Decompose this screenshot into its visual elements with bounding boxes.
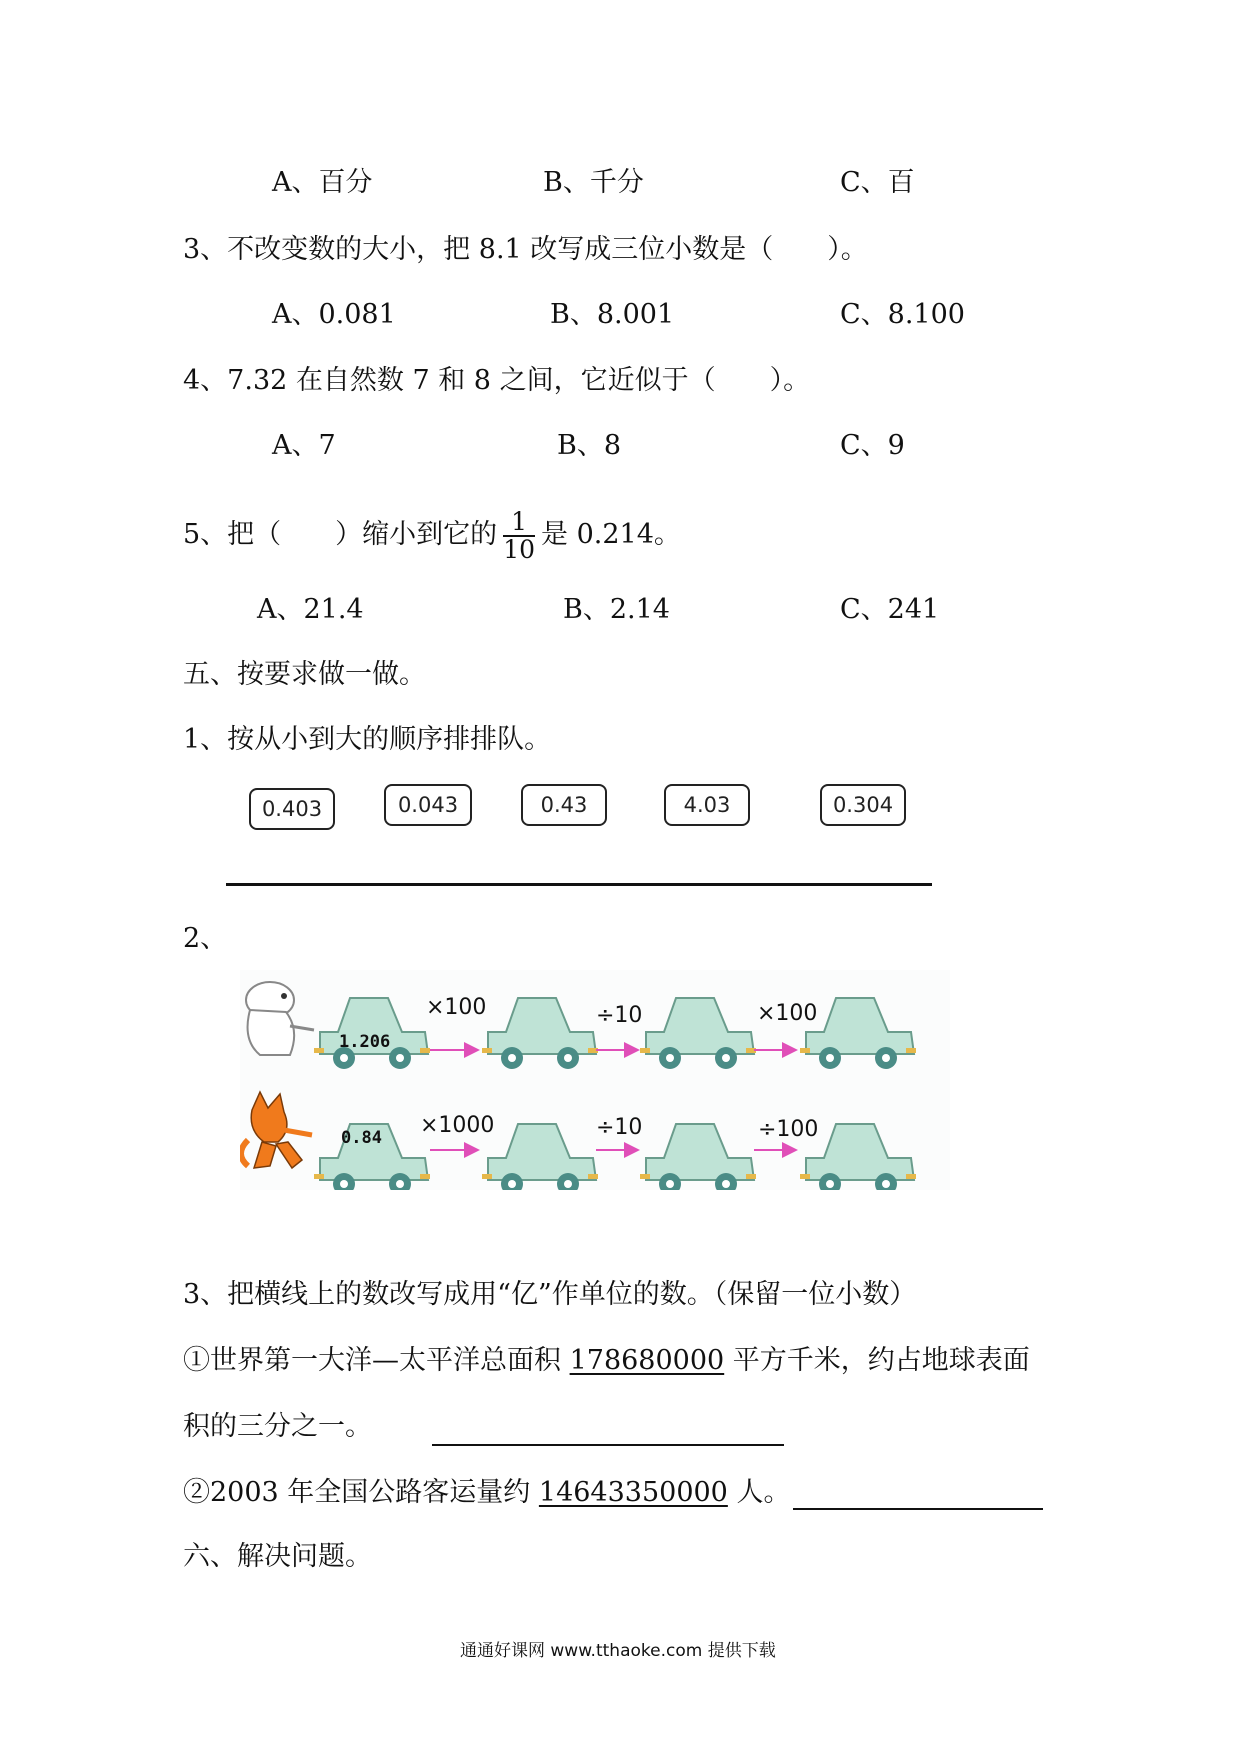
train-figure bbox=[240, 970, 950, 1190]
q3-item1-post: 平方千米，约占地球表面 bbox=[732, 1345, 1030, 1376]
q5-frac-numerator: 1 bbox=[503, 509, 535, 537]
number-card: 4.03 bbox=[664, 784, 750, 826]
section6-title: 六、解决问题。 bbox=[183, 1541, 372, 1572]
order-answer-line[interactable] bbox=[226, 883, 932, 886]
q4-text: 4、7.32 在自然数 7 和 8 之间，它近似于（ ）。 bbox=[183, 365, 811, 396]
q3-item1-answer-line[interactable] bbox=[432, 1444, 784, 1446]
q2-option-c: C、百 bbox=[840, 167, 915, 198]
q3-item2-number: 14643350000 bbox=[538, 1477, 728, 1508]
q5-text bbox=[183, 505, 681, 565]
q3-item2-answer-line[interactable] bbox=[793, 1508, 1043, 1510]
train1-op-0: ×100 bbox=[426, 995, 487, 1020]
q3-rewrite-text: 3、把横线上的数改写成用“亿”作单位的数。（保留一位小数） bbox=[183, 1279, 917, 1310]
q3-item1-pre: ①世界第一大洋—太平洋总面积 bbox=[183, 1345, 561, 1376]
number-card: 0.043 bbox=[384, 784, 472, 826]
q3-text: 3、不改变数的大小，把 8.1 改写成三位小数是（ ）。 bbox=[183, 234, 868, 265]
q3-item1 bbox=[183, 1344, 1030, 1378]
q5-option-c: C、241 bbox=[840, 594, 940, 625]
q5-option-b: B、2.14 bbox=[563, 594, 670, 625]
section5-title: 五、按要求做一做。 bbox=[183, 659, 426, 690]
q4-option-a: A、7 bbox=[272, 430, 336, 461]
q3-item2 bbox=[183, 1476, 790, 1510]
page-footer: 通通好课网 www.tthaoke.com 提供下载 bbox=[460, 1641, 776, 1661]
q4-option-c: C、9 bbox=[840, 430, 905, 461]
q5-fraction bbox=[503, 506, 535, 564]
train2-op-0: ×1000 bbox=[420, 1113, 495, 1138]
q3-item2-pre: ②2003 年全国公路客运量约 bbox=[183, 1477, 531, 1508]
number-card: 0.43 bbox=[521, 784, 607, 826]
q2-option-a: A、百分 bbox=[272, 167, 373, 198]
q2-option-b: B、千分 bbox=[543, 167, 644, 198]
q3-option-c: C、8.100 bbox=[840, 299, 965, 330]
train1-start-value: 1.206 bbox=[339, 1032, 391, 1052]
q3-item2-post: 人。 bbox=[736, 1477, 791, 1508]
q5-option-a: A、21.4 bbox=[257, 594, 364, 625]
train1-op-2: ×100 bbox=[757, 1001, 818, 1026]
train2-op-2: ÷100 bbox=[758, 1117, 819, 1142]
train2-op-1: ÷10 bbox=[596, 1115, 643, 1140]
q4-option-b: B、8 bbox=[557, 430, 622, 461]
q3-item1-line2: 积的三分之一。 bbox=[183, 1411, 372, 1442]
number-card: 0.403 bbox=[249, 788, 335, 830]
q5-frac-denominator: 10 bbox=[503, 534, 535, 564]
section5-q2-label: 2、 bbox=[183, 923, 228, 954]
train1-op-1: ÷10 bbox=[596, 1003, 643, 1028]
train2-start-value: 0.84 bbox=[341, 1128, 382, 1148]
q3-option-a: A、0.081 bbox=[272, 299, 396, 330]
q5-suffix: 是 0.214。 bbox=[541, 519, 681, 550]
section5-q1-text: 1、按从小到大的顺序排排队。 bbox=[183, 724, 552, 755]
number-card: 0.304 bbox=[820, 784, 906, 826]
q3-item1-number: 178680000 bbox=[569, 1345, 725, 1376]
q5-prefix: 5、把（ ）缩小到它的 bbox=[183, 519, 498, 550]
q3-option-b: B、8.001 bbox=[550, 299, 675, 330]
